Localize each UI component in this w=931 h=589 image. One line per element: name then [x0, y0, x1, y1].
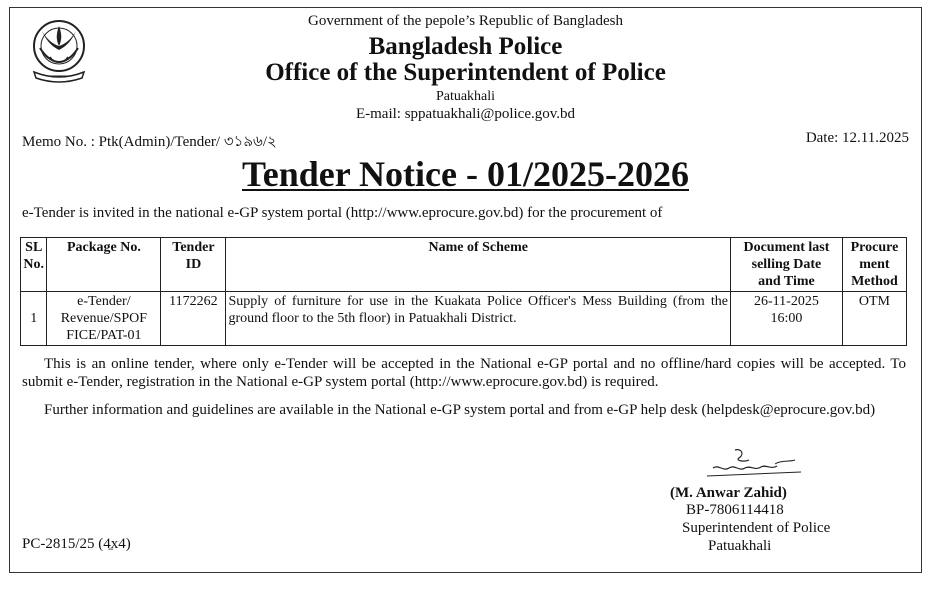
notice-title: [10, 154, 921, 194]
notice-title-text: Tender Notice - 01/2025-2026: [242, 154, 689, 194]
cell-sl: 1: [21, 292, 47, 346]
header-tender-id: Tender ID: [161, 238, 226, 292]
tender-table: [20, 237, 907, 346]
header-scheme: Name of Scheme: [226, 238, 731, 292]
cell-document-date: 26-11-2025 16:00: [730, 292, 842, 346]
table-row: [21, 292, 907, 346]
tender-notice-document: [9, 7, 922, 573]
signature-icon: [705, 446, 805, 480]
footer-code: PC-2815/25 (4̱x4): [22, 536, 131, 552]
cell-method: OTM: [842, 292, 906, 346]
organization-title: Bangladesh Police: [368, 33, 563, 60]
intro-text: e-Tender is invited in the national e-GP system portal (http://www.eprocure.gov.bd) for the procurement of: [22, 205, 663, 221]
memo-date: Date: 12.11.2025: [805, 130, 909, 146]
header-document-date: Document last selling Date and Time: [730, 238, 842, 292]
office-title: Office of the Superintendent of Police: [265, 59, 666, 86]
cell-package: e-Tender/ Revenue/SPOF FICE/PAT-01: [47, 292, 161, 346]
office-email: E-mail: sppatuakhali@police.gov.bd: [355, 106, 576, 122]
header-sl: SL No.: [21, 238, 47, 292]
office-city: Patuakhali: [435, 89, 496, 104]
signatory-name: (M. Anwar Zahid): [670, 485, 787, 501]
further-info-paragraph: Further information and guidelines are available in the National e-GP system portal and from e-GP help desk (helpdesk@eprocure.gov.bd): [44, 402, 876, 418]
signatory-designation: Superintendent of Police: [682, 520, 831, 536]
cell-tender-id: 1172262: [161, 292, 226, 346]
table-header-row: [21, 238, 907, 292]
signatory-bp: BP-7806114418: [686, 502, 784, 518]
government-line: Government of the pepole’s Republic of Bangladesh: [308, 13, 623, 29]
online-tender-paragraph: This is an online tender, where only e-Tender will be accepted in the National e-GP portal and no offline/hard copies will be accepted. To submit e-Tender, registration in the National e-GP system portal (http://www.eprocure.gov.bd) is required.: [22, 356, 906, 390]
memo-number: Memo No. : Ptk(Admin)/Tender/ ৩১৯৬/২: [22, 134, 277, 150]
cell-scheme: Supply of furniture for use in the Kuakata Police Officer's Mess Building (from the ground floor to the 5th floor) in Patuakhali District.: [226, 292, 731, 346]
header-package: Package No.: [47, 238, 161, 292]
signatory-city: Patuakhali: [708, 538, 772, 554]
header-method: Procure ment Method: [842, 238, 906, 292]
